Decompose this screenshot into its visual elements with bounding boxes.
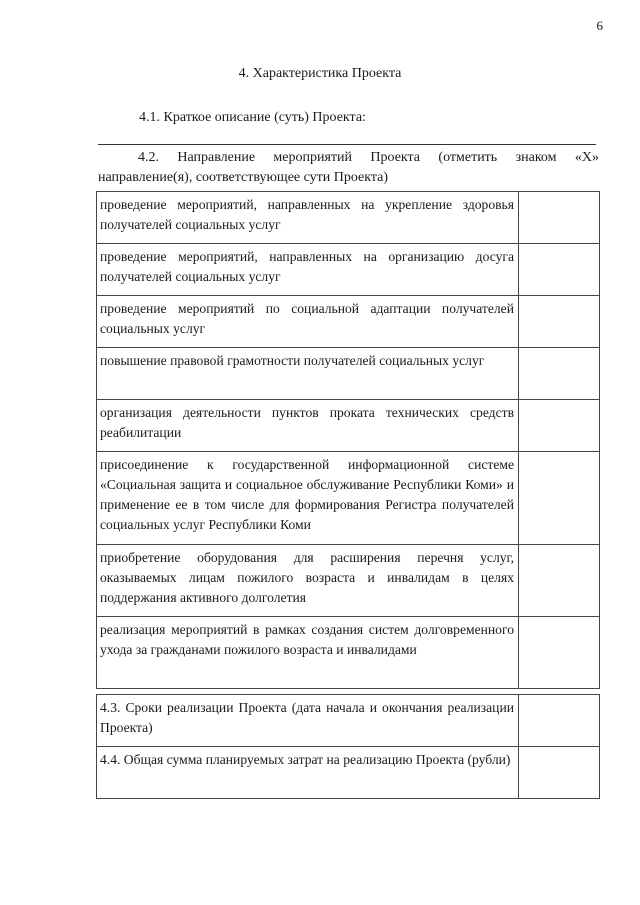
- budget-text: 4.4. Общая сумма планируемых затрат на реализацию Проекта (рубли): [97, 747, 519, 799]
- table-row: [97, 192, 600, 244]
- directions-table: [96, 191, 600, 689]
- direction-intro-line2: направление(я), соответствующее сути Проекта): [98, 170, 389, 185]
- table-row: [97, 747, 600, 799]
- direction-intro: [98, 148, 599, 188]
- terms-value-cell[interactable]: [519, 695, 600, 747]
- direction-text: проведение мероприятий, направленных на организацию досуга получателей социальных услуг: [97, 244, 519, 296]
- direction-intro-line1: [98, 148, 599, 168]
- direction-text: проведение мероприятий по социальной адаптации получателей социальных услуг: [97, 296, 519, 348]
- intro-word: знаком: [515, 150, 557, 165]
- terms-text: 4.3. Сроки реализации Проекта (дата начала и окончания реализации Проекта): [97, 695, 519, 747]
- intro-word: (отметить: [438, 150, 498, 165]
- budget-value-cell[interactable]: [519, 747, 600, 799]
- intro-word: 4.2.: [138, 150, 159, 165]
- direction-text: присоединение к государственной информационной системе «Социальная защита и социальное обслуживание Республики Коми» и применение ее в том числе для формирования Регистра получателей социальных услуг Республики Коми: [97, 452, 519, 545]
- direction-mark-cell[interactable]: [519, 400, 600, 452]
- direction-text: повышение правовой грамотности получателей социальных услуг: [97, 348, 519, 400]
- brief-description-blank-line: [98, 144, 596, 145]
- table-row: [97, 400, 600, 452]
- table-row: [97, 244, 600, 296]
- direction-mark-cell[interactable]: [519, 617, 600, 689]
- terms-table: [96, 694, 600, 799]
- direction-mark-cell[interactable]: [519, 348, 600, 400]
- direction-text: организация деятельности пунктов проката технических средств реабилитации: [97, 400, 519, 452]
- intro-word: Направление: [177, 150, 256, 165]
- intro-word: мероприятий: [273, 150, 353, 165]
- intro-word: «Х»: [574, 150, 599, 165]
- direction-mark-cell[interactable]: [519, 545, 600, 617]
- direction-text: приобретение оборудования для расширения перечня услуг, оказываемых лицам пожилого возраста и инвалидам в целях поддержания активного долголетия: [97, 545, 519, 617]
- table-row: [97, 695, 600, 747]
- direction-mark-cell[interactable]: [519, 192, 600, 244]
- direction-mark-cell[interactable]: [519, 296, 600, 348]
- intro-word: Проекта: [370, 150, 421, 165]
- table-row: [97, 617, 600, 689]
- brief-description-label: 4.1. Краткое описание (суть) Проекта:: [139, 110, 366, 125]
- direction-text: проведение мероприятий, направленных на укрепление здоровья получателей социальных услуг: [97, 192, 519, 244]
- section-heading: 4. Характеристика Проекта: [238, 66, 402, 81]
- direction-text: реализация мероприятий в рамках создания систем долговременного ухода за гражданами пожилого возраста и инвалидами: [97, 617, 519, 689]
- table-row: [97, 545, 600, 617]
- direction-mark-cell[interactable]: [519, 452, 600, 545]
- direction-mark-cell[interactable]: [519, 244, 600, 296]
- table-row: [97, 452, 600, 545]
- table-row: [97, 348, 600, 400]
- page-number: 6: [596, 18, 603, 33]
- table-row: [97, 296, 600, 348]
